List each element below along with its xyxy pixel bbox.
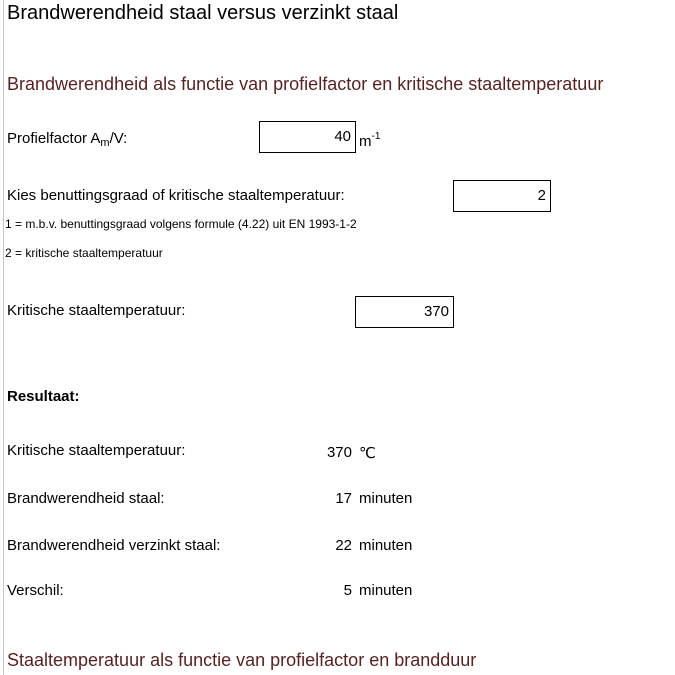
profielfactor-label — [7, 130, 127, 149]
profielfactor-label-tail: /V: — [109, 130, 128, 147]
keuze-option-1: 1 = m.b.v. benuttingsgraad volgens formule (4.22) uit EN 1993-1-2 — [5, 217, 357, 231]
result-unit-brandwerendheid-staal: minuten — [359, 490, 413, 507]
result-label-verschil: Verschil: — [7, 582, 64, 599]
result-unit-brandwerendheid-verzinkt: minuten — [359, 537, 413, 554]
keuze-label: Kies benuttingsgraad of kritische staaltemperatuur: — [7, 187, 345, 204]
section-heading-brandwerendheid: Brandwerendheid als functie van profielfactor en kritische staaltemperatuur — [7, 74, 604, 94]
profielfactor-label-main: Profielfactor A — [7, 130, 101, 147]
result-unit-verschil: minuten — [359, 582, 413, 599]
result-value-verschil: 5 — [343, 582, 352, 599]
profielfactor-unit — [359, 131, 380, 150]
row-header-gutter — [0, 0, 4, 675]
profielfactor-unit-exponent: -1 — [371, 131, 381, 142]
section-heading-staaltemperatuur: Staaltemperatuur als functie van profielfactor en brandduur — [7, 650, 477, 670]
keuze-input[interactable]: 2 — [453, 180, 551, 212]
resultaat-heading: Resultaat: — [7, 388, 80, 405]
kritische-temp-input[interactable]: 370 — [355, 296, 454, 328]
profielfactor-label-sub: m — [100, 137, 110, 149]
kritische-temp-label: Kritische staaltemperatuur: — [7, 302, 186, 319]
result-label-kritische-temp: Kritische staaltemperatuur: — [7, 442, 186, 459]
result-label-brandwerendheid-staal: Brandwerendheid staal: — [7, 490, 165, 507]
result-value-brandwerendheid-verzinkt: 22 — [335, 537, 352, 554]
keuze-option-2: 2 = kritische staaltemperatuur — [5, 246, 163, 260]
result-unit-kritische-temp: ℃ — [359, 445, 376, 462]
sheet-title: Brandwerendheid staal versus verzinkt staal — [7, 2, 399, 24]
result-label-brandwerendheid-verzinkt: Brandwerendheid verzinkt staal: — [7, 537, 221, 554]
result-value-kritische-temp: 370 — [326, 444, 352, 461]
profielfactor-input[interactable]: 40 — [259, 121, 356, 153]
profielfactor-unit-main: m — [359, 133, 372, 150]
result-value-brandwerendheid-staal: 17 — [335, 490, 352, 507]
